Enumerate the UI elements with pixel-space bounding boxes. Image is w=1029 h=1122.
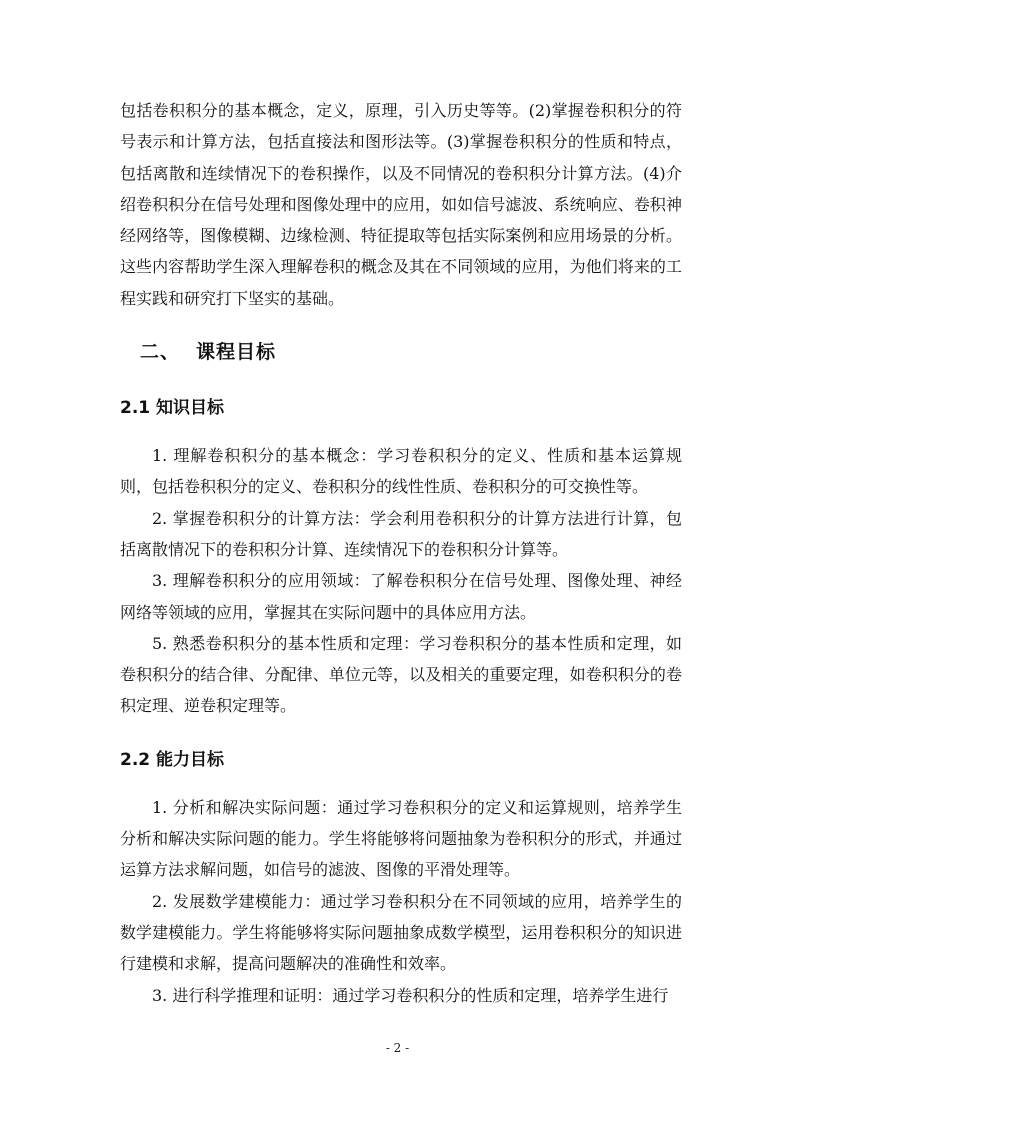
page-content: [120, 95, 682, 1011]
knowledge-item: 2. 掌握卷积积分的计算方法：学会利用卷积积分的计算方法进行计算，包括离散情况下的卷积积分计算、连续情况下的卷积积分计算等。: [120, 508, 682, 559]
page-number: - 2 -: [385, 1041, 410, 1055]
section-title: 课程目标: [196, 341, 277, 364]
ability-item: 1. 分析和解决实际问题：通过学习卷积积分的定义和运算规则，培养学生分析和解决实际问题的能力。学生将能够将问题抽象为卷积积分的形式，并通过运算方法求解问题，如信号的滤波、图像的平滑处理等。: [120, 797, 682, 880]
knowledge-item: 5. 熟悉卷积积分的基本性质和定理：学习卷积积分的基本性质和定理，如卷积积分的结合律、分配律、单位元等，以及相关的重要定理，如卷积积分的卷积定理、逆卷积定理等。: [120, 633, 682, 716]
ability-item: 2. 发展数学建模能力：通过学习卷积积分在不同领域的应用，培养学生的数学建模能力。学生将能够将实际问题抽象成数学模型，运用卷积积分的知识进行建模和求解，提高问题解决的准确性和效率。: [120, 891, 682, 974]
knowledge-heading: 2.1 知识目标: [120, 398, 225, 419]
knowledge-item: 3. 理解卷积积分的应用领域：了解卷积积分在信号处理、图像处理、神经网络等领域的应用，掌握其在实际问题中的具体应用方法。: [120, 571, 682, 622]
section-heading: [140, 336, 682, 368]
ability-heading: 2.2 能力目标: [120, 749, 225, 770]
intro-paragraph: 包括卷积积分的基本概念，定义，原理，引入历史等等。(2)掌握卷积积分的符号表示和计算方法，包括直接法和图形法等。(3)掌握卷积积分的性质和特点，包括离散和连续情况下的卷积操作，以及不同情况的卷积积分计算方法。(4)介绍卷积积分在信号处理和图像处理中的应用，如如信号滤波、系统响应、卷积神经网络等，图像模糊、边缘检测、特征提取等包括实际案例和应用场景的分析。这些内容帮助学生深入理解卷积的概念及其在不同领域的应用，为他们将来的工程实践和研究打下坚实的基础。: [120, 101, 682, 308]
ability-item: 3. 进行科学推理和证明：通过学习卷积积分的性质和定理，培养学生进行: [152, 985, 669, 1005]
knowledge-item: 1. 理解卷积积分的基本概念：学习卷积积分的定义、性质和基本运算规则，包括卷积积分的定义、卷积积分的线性性质、卷积积分的可交换性等。: [120, 446, 682, 497]
section-number: 二、: [140, 341, 181, 364]
